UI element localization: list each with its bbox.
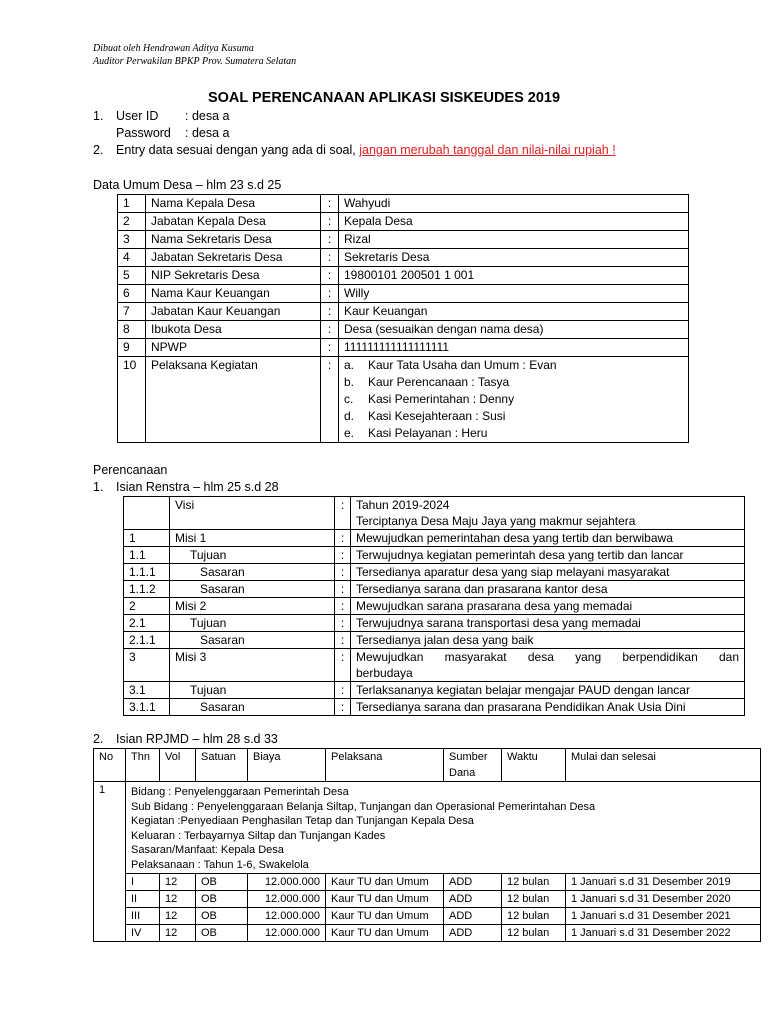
cell-satuan: OB [196, 890, 248, 907]
table-row [124, 547, 745, 564]
table-row [118, 285, 689, 303]
row-text: Tersedianya sarana dan prasarana Pendidikan Anak Usia Dini [351, 699, 745, 716]
row-label: Sasaran [170, 581, 335, 598]
row-label: Ibukota Desa [146, 321, 321, 339]
row-label: NPWP [146, 339, 321, 357]
table-row [124, 581, 745, 598]
table-row [118, 267, 689, 285]
row-no: 9 [118, 339, 146, 357]
table-row [94, 907, 761, 924]
cell-vol: 12 [160, 873, 196, 890]
list-item: a. Kaur Tata Usaha dan Umum : Evan [344, 358, 557, 372]
row-value: Willy [339, 285, 689, 303]
cell-vol: 12 [160, 890, 196, 907]
row-value: Wahyudi [339, 195, 689, 213]
cell-pelaksana: Kaur TU dan Umum [326, 907, 444, 924]
row-separator: : [321, 285, 339, 303]
table-row [124, 649, 745, 682]
row-text: Terlaksananya kegiatan belajar mengajar PAUD dengan lancar [351, 682, 745, 699]
table-row [118, 249, 689, 267]
row-label: Sasaran [170, 632, 335, 649]
cell-pelaksana: Kaur TU dan Umum [326, 873, 444, 890]
kegiatan-detail: Bidang : Penyelenggaraan Pemerintah Desa Sub Bidang : Penyelenggaraan Belanja Siltap, Tunjangan dan Operasional Pemerintahan Desa Kegiatan :Penyediaan Penghasilan Tetap dan Tunjangan Kepala Desa Keluaran : Terbayarnya Siltap dan Tunjangan Kades Sasaran/Manfaat: Kepala Desa Pelaksanaan : Tahun 1-6, Swakelola [126, 782, 761, 874]
password-value: : desa a [185, 126, 230, 140]
col-waktu: Waktu [502, 749, 566, 782]
cell-mulai: 1 Januari s.d 31 Desember 2019 [566, 873, 761, 890]
row-code: 2.1.1 [124, 632, 170, 649]
author-line: Dibuat oleh Hendrawan Aditya Kusuma [93, 43, 254, 54]
page-title: SOAL PERENCANAAN APLIKASI SISKEUDES 2019 [207, 90, 561, 106]
row-code: 3 [124, 649, 170, 682]
row-label: Tujuan [170, 682, 335, 699]
row-text: Tersedianya aparatur desa yang siap melayani masyarakat [351, 564, 745, 581]
table-row [94, 924, 761, 941]
row-no: 10 [118, 357, 146, 443]
row-value: Rizal [339, 231, 689, 249]
instruction-2-text: Entry data sesuai dengan yang ada di soal, [116, 143, 356, 157]
row-label: Nama Kaur Keuangan [146, 285, 321, 303]
row-separator: : [321, 231, 339, 249]
row-separator: : [321, 339, 339, 357]
author-affiliation: Auditor Perwakilan BPKP Prov. Sumatera Selatan [93, 56, 297, 67]
cell-sumber: ADD [444, 907, 502, 924]
instruction-2-warning: jangan merubah tanggal dan nilai-nilai rupiah ! [359, 143, 616, 157]
row-separator: : [335, 615, 351, 632]
cell-biaya: 12.000.000 [248, 924, 326, 941]
row-text: Tersedianya sarana dan prasarana kantor desa [351, 581, 745, 598]
cell-satuan: OB [196, 873, 248, 890]
cell-sumber: ADD [444, 924, 502, 941]
cell-waktu: 12 bulan [502, 873, 566, 890]
list-item: b. Kaur Perencanaan : Tasya [344, 375, 510, 389]
cell-sumber: ADD [444, 873, 502, 890]
cell-waktu: 12 bulan [502, 907, 566, 924]
table-row [124, 615, 745, 632]
row-label: Sasaran [170, 699, 335, 716]
cell-mulai: 1 Januari s.d 31 Desember 2022 [566, 924, 761, 941]
row-separator: : [335, 598, 351, 615]
password-label: Password [116, 126, 171, 140]
col-satuan: Satuan [196, 749, 248, 782]
row-code: 1.1 [124, 547, 170, 564]
row-label: Tujuan [170, 615, 335, 632]
cell-thn: I [126, 873, 160, 890]
visi-text: Tahun 2019-2024 Terciptanya Desa Maju Jaya yang makmur sejahtera [351, 497, 745, 530]
row-label: Pelaksana Kegiatan [146, 357, 321, 443]
table-row [124, 530, 745, 547]
cell-biaya: 12.000.000 [248, 873, 326, 890]
row-separator: : [335, 632, 351, 649]
cell-thn: II [126, 890, 160, 907]
cell-pelaksana: Kaur TU dan Umum [326, 924, 444, 941]
row-separator: : [335, 699, 351, 716]
table-row [124, 564, 745, 581]
row-no: 3 [118, 231, 146, 249]
pelaksana-list [339, 357, 689, 443]
row-no: 8 [118, 321, 146, 339]
cell-mulai: 1 Januari s.d 31 Desember 2020 [566, 890, 761, 907]
cell-satuan: OB [196, 924, 248, 941]
row-label: Misi 2 [170, 598, 335, 615]
data-umum-table [117, 194, 689, 443]
row-separator: : [335, 547, 351, 564]
col-sumber-dana: Sumber Dana [444, 749, 502, 782]
table-row [118, 321, 689, 339]
col-no: No [94, 749, 126, 782]
table-row [118, 339, 689, 357]
table-row [94, 890, 761, 907]
list-item: e. Kasi Pelayanan : Heru [344, 426, 488, 440]
row-code: 3.1 [124, 682, 170, 699]
row-value: 111111111111111111 [339, 339, 689, 357]
row-label: Misi 1 [170, 530, 335, 547]
row-separator: : [321, 321, 339, 339]
cell-vol: 12 [160, 907, 196, 924]
author-header [93, 42, 296, 68]
row-value: Sekretaris Desa [339, 249, 689, 267]
table-row [124, 598, 745, 615]
col-pelaksana: Pelaksana [326, 749, 444, 782]
visi-label: Visi [170, 497, 335, 530]
cell-mulai: 1 Januari s.d 31 Desember 2021 [566, 907, 761, 924]
row-separator: : [321, 195, 339, 213]
row-separator: : [335, 530, 351, 547]
row-label: Sasaran [170, 564, 335, 581]
table-row [94, 873, 761, 890]
cell-sumber: ADD [444, 890, 502, 907]
col-vol: Vol [160, 749, 196, 782]
userid-label: User ID [116, 109, 159, 123]
table-header-row [94, 749, 761, 782]
cell-satuan: OB [196, 907, 248, 924]
userid-value: : desa a [185, 109, 230, 123]
row-value: Desa (sesuaikan dengan nama desa) [339, 321, 689, 339]
row-separator: : [335, 682, 351, 699]
data-umum-heading: Data Umum Desa – hlm 23 s.d 25 [93, 178, 282, 192]
table-row [118, 213, 689, 231]
row-text: Tersedianya jalan desa yang baik [351, 632, 745, 649]
cell-biaya: 12.000.000 [248, 907, 326, 924]
row-separator: : [335, 649, 351, 682]
instruction-2 [116, 142, 616, 159]
instruction-num-1: 1. [93, 109, 104, 123]
row-text: Mewujudkan masyarakat desa yang berpendidikan dan berbudaya [351, 649, 745, 682]
table-row [124, 699, 745, 716]
perencanaan-heading: Perencanaan [93, 463, 168, 477]
row-no: 2 [118, 213, 146, 231]
table-row [124, 497, 745, 530]
renstra-table [123, 496, 745, 716]
col-mulai: Mulai dan selesai [566, 749, 761, 782]
row-label: Jabatan Kepala Desa [146, 213, 321, 231]
row-text: Mewujudkan pemerintahan desa yang tertib dan berwibawa [351, 530, 745, 547]
rpjmd-num: 2. [93, 732, 104, 746]
row-text: Terwujudnya kegiatan pemerintah desa yang tertib dan lancar [351, 547, 745, 564]
row-no: 7 [118, 303, 146, 321]
cell-vol: 12 [160, 924, 196, 941]
row-code: 1.1.2 [124, 581, 170, 598]
row-separator: : [321, 249, 339, 267]
instruction-num-2: 2. [93, 143, 104, 157]
row-label: Misi 3 [170, 649, 335, 682]
renstra-num: 1. [93, 480, 104, 494]
row-code: 3.1.1 [124, 699, 170, 716]
row-separator: : [335, 564, 351, 581]
row-separator: : [335, 581, 351, 598]
table-row [118, 357, 689, 443]
table-row [124, 682, 745, 699]
row-no: 4 [118, 249, 146, 267]
row-label: Tujuan [170, 547, 335, 564]
row-label: Jabatan Kaur Keuangan [146, 303, 321, 321]
row-value: Kepala Desa [339, 213, 689, 231]
table-row [94, 782, 761, 874]
cell-thn: III [126, 907, 160, 924]
row-no: 6 [118, 285, 146, 303]
row-text: Terwujudnya sarana transportasi desa yang memadai [351, 615, 745, 632]
table-row [118, 303, 689, 321]
col-biaya: Biaya [248, 749, 326, 782]
row-no: 1 [94, 782, 126, 942]
table-row [118, 195, 689, 213]
renstra-heading: Isian Renstra – hlm 25 s.d 28 [116, 480, 279, 494]
cell-waktu: 12 bulan [502, 890, 566, 907]
list-item: d. Kasi Kesejahteraan : Susi [344, 409, 506, 423]
row-separator: : [321, 303, 339, 321]
row-no: 1 [118, 195, 146, 213]
cell-waktu: 12 bulan [502, 924, 566, 941]
row-code: 1 [124, 530, 170, 547]
row-label: NIP Sekretaris Desa [146, 267, 321, 285]
list-item: c. Kasi Pemerintahan : Denny [344, 392, 515, 406]
row-value: 19800101 200501 1 001 [339, 267, 689, 285]
cell-thn: IV [126, 924, 160, 941]
row-label: Jabatan Sekretaris Desa [146, 249, 321, 267]
cell-pelaksana: Kaur TU dan Umum [326, 890, 444, 907]
row-separator: : [321, 357, 339, 443]
col-thn: Thn [126, 749, 160, 782]
row-code: 2.1 [124, 615, 170, 632]
row-label: Nama Kepala Desa [146, 195, 321, 213]
rpjmd-table [93, 748, 761, 942]
row-separator: : [335, 497, 351, 530]
row-text: Mewujudkan sarana prasarana desa yang memadai [351, 598, 745, 615]
row-separator: : [321, 213, 339, 231]
cell-biaya: 12.000.000 [248, 890, 326, 907]
table-row [124, 632, 745, 649]
row-code: 2 [124, 598, 170, 615]
row-separator: : [321, 267, 339, 285]
row-no: 5 [118, 267, 146, 285]
row-code: 1.1.1 [124, 564, 170, 581]
row-value: Kaur Keuangan [339, 303, 689, 321]
table-row [118, 231, 689, 249]
row-label: Nama Sekretaris Desa [146, 231, 321, 249]
rpjmd-heading: Isian RPJMD – hlm 28 s.d 33 [116, 732, 278, 746]
